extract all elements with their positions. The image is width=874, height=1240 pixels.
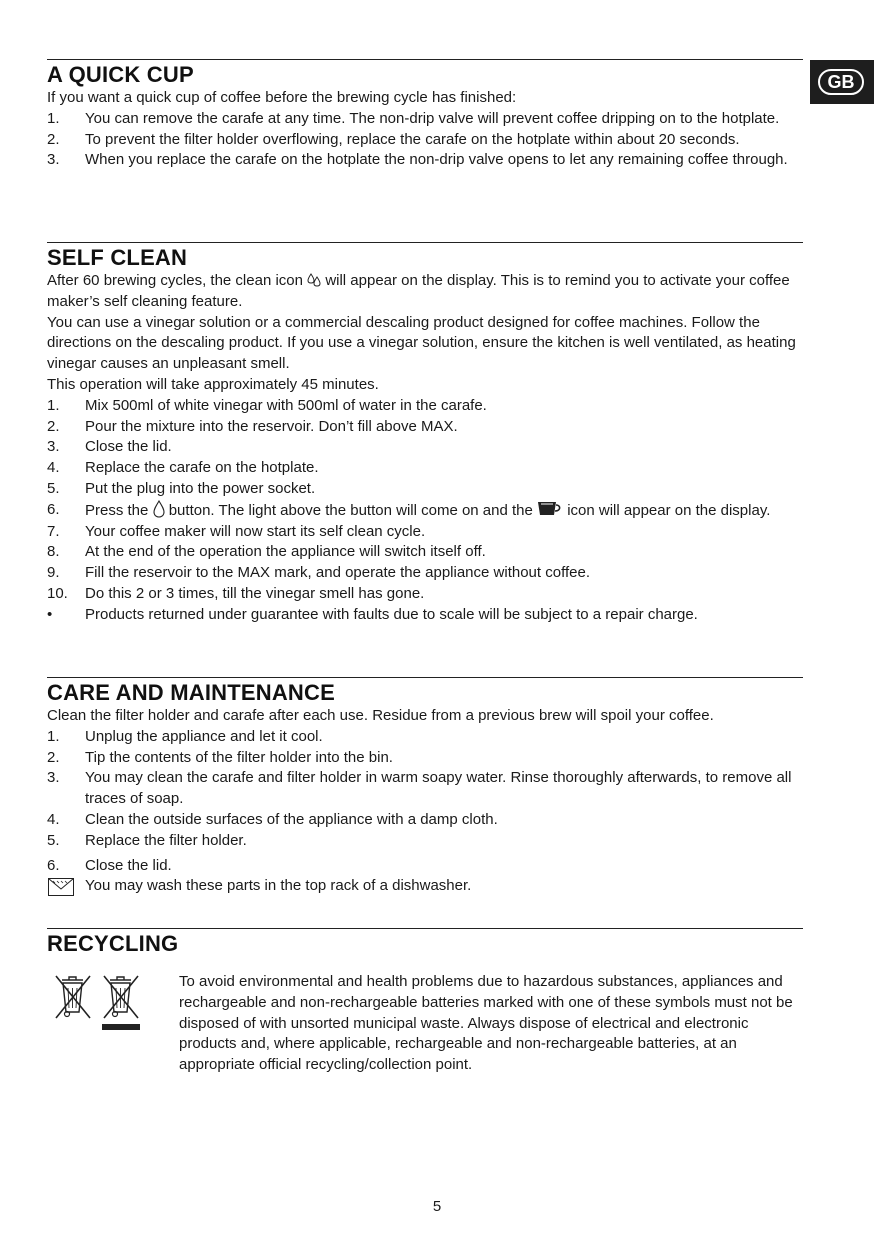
list-item: 8. At the end of the operation the appliance will switch itself off. [47,543,486,561]
list-item: 5. Replace the filter holder. [47,831,247,849]
page-number: 5 [432,1198,442,1215]
care-intro-text: Clean the filter holder and carafe after each use. Residue from a previous brew will spoil your coffee. [47,707,714,724]
dishwasher-note: You may wash these parts in the top rack of a dishwasher. [47,876,803,897]
cup-icon [537,500,563,518]
section-care-maintenance [47,677,803,897]
list-item: 9. Fill the reservoir to the MAX mark, and operate the appliance without coffee. [47,564,590,582]
list-item: 4. Clean the outside surfaces of the appliance with a damp cloth. [47,810,498,828]
section-quick-cup [47,59,803,171]
self-clean-list [47,396,803,626]
list-item: 6. Close the lid. [47,856,172,874]
dishwasher-icon [48,878,74,896]
recycling-text: To avoid environmental and health problems due to hazardous substances, appliances and rechargeable and non-rechargeable batteries marked with one of these symbols must not be disposed of with unsorted municipal waste. Always dispose of electrical and electronic products and, where applicable, rechargeable and non-rechargeable batteries, at an appropriate official recycling/collection point. [179,973,793,1074]
drop-button-icon [153,500,165,518]
section-title: A QUICK CUP [47,62,194,87]
section-recycling [47,928,803,969]
section-title: SELF CLEAN [47,245,188,270]
section-title: CARE AND MAINTENANCE [47,680,335,705]
list-item: 1. You can remove the carafe at any time. The non-drip valve will prevent coffee dripping on to the hotplate. [47,109,780,127]
weee-symbols [52,974,144,1037]
list-item: 2. To prevent the filter holder overflowing, replace the carafe on the hotplate within about 20 seconds. [47,130,740,148]
section-title: RECYCLING [47,931,179,956]
section-self-clean [47,242,803,626]
list-item: 3. When you replace the carafe on the hotplate the non-drip valve opens to let any remaining coffee through. [47,151,788,169]
list-item: 3. You may clean the carafe and filter holder in warm soapy water. Rinse thoroughly afterwards, to remove all traces of soap. [47,769,792,808]
list-item: 1. Unplug the appliance and let it cool. [47,727,323,745]
list-item: 5. Put the plug into the power socket. [47,479,316,497]
quick-cup-list [47,109,803,171]
list-item: 3. Close the lid. [47,438,172,456]
list-item: 6. Press the button. The light above the button will come on and the icon will appear on the display. [47,500,771,519]
list-item: 4. Replace the carafe on the hotplate. [47,459,319,477]
list-item: 7. Your coffee maker will now start its self clean cycle. [47,522,426,540]
list-item: 2. Tip the contents of the filter holder into the bin. [47,748,393,766]
list-item: 10. Do this 2 or 3 times, till the vinegar smell has gone. [47,584,425,602]
care-list [47,727,803,877]
self-clean-paragraph-2: You can use a vinegar solution or a commercial descaling product designed for coffee machines. Follow the directions on the descaling product. If you use a vinegar solution, ensure the kitchen is well ventilated, as heating vinegar causes an unpleasant smell. [47,313,796,373]
language-label: GB [818,69,864,95]
clean-drops-icon [307,272,321,288]
intro-text: If you want a quick cup of coffee before the brewing cycle has finished: [47,89,517,106]
list-item: • Products returned under guarantee with faults due to scale will be subject to a repair charge. [47,605,698,623]
list-item: 2. Pour the mixture into the reservoir. Don’t fill above MAX. [47,417,458,435]
self-clean-paragraph-3: This operation will take approximately 45 minutes. [47,375,379,393]
list-item: 1. Mix 500ml of white vinegar with 500ml of water in the carafe. [47,396,487,414]
language-tab [810,60,874,104]
self-clean-paragraph-1: After 60 brewing cycles, the clean icon will appear on the display. This is to remind you to activate your coffee maker’s self cleaning feature. [47,272,790,310]
crossed-bin-icon [52,974,144,1032]
